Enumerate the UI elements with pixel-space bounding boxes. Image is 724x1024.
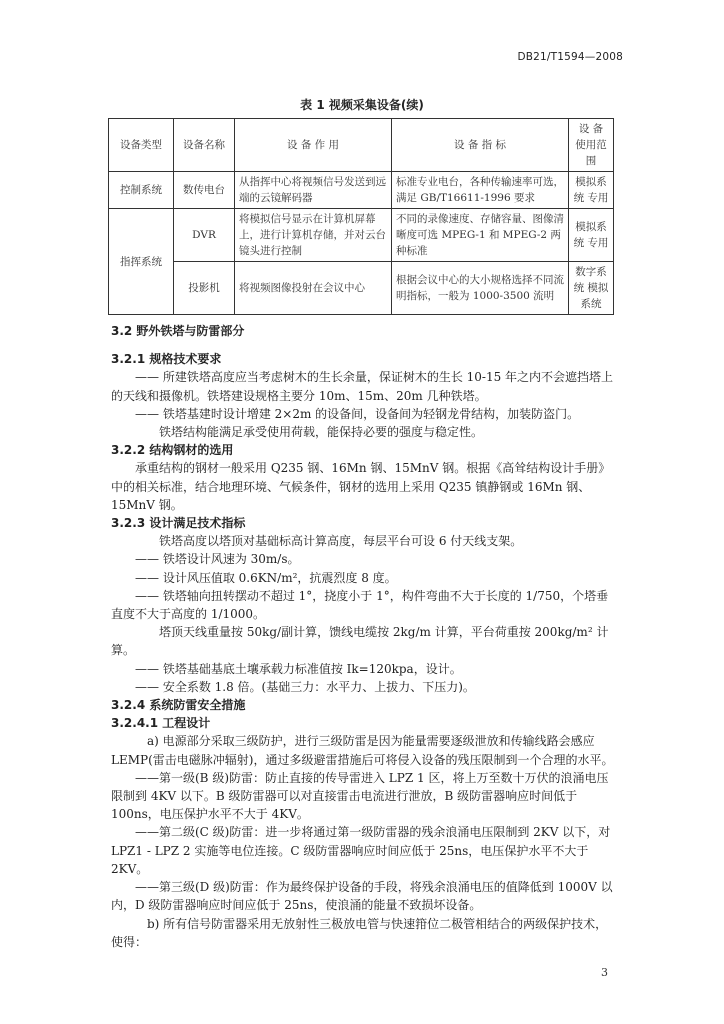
paragraph: —— 所建铁塔高度应当考虑树木的生长余量，保证树木的生长 10-15 年之内不会遮挡塔上的天线和摄像机。铁塔建设规格主要分 10m、15m、20m 几种铁塔。 (111, 370, 614, 403)
paragraph: 铁塔高度以塔顶对基础标高计算高度，每层平台可设 6 付天线支架。 (159, 534, 523, 549)
section-heading: 3.2 野外铁塔与防雷部分 (111, 324, 245, 338)
paragraph: ——第二级(C 级)防雷：进一步将通过第一级防雷器的残余浪涌电压限制到 2KV 以下，对 LPZ1 - LPZ 2 实施等电位连接。C 级防雷器响应时间应低于 25ns，电压保护水平不大于 2KV。 (111, 825, 611, 876)
cell-function: 将视频图像投射在会议中心 (235, 262, 392, 315)
table-header-cell: 设 备 指 标 (392, 119, 569, 172)
table-header-cell: 设 备 使用范围 (569, 119, 614, 172)
cell-scope: 模拟系统 专用 (569, 172, 614, 209)
paragraph: 塔顶天线重量按 50kg/副计算，馈线电缆按 2kg/m 计算，平台荷重按 200kg/m² 计算。 (111, 625, 609, 658)
table-header-row (109, 119, 614, 172)
paragraph: —— 铁塔基建时设计增建 2×2m 的设备间，设备间为轻钢龙骨结构，加装防盗门。 (135, 406, 580, 421)
cell-type: 指挥系统 (109, 209, 174, 315)
document-code: DB21/T1594—2008 (517, 51, 623, 63)
cell-name: DVR (174, 209, 235, 262)
equipment-table (108, 118, 614, 315)
cell-function: 将模拟信号显示在计算机屏幕上，进行计算机存储，并对云台镜头进行控制 (235, 209, 392, 262)
cell-type: 控制系统 (109, 172, 174, 209)
cell-scope: 数字系统 模拟系统 (569, 262, 614, 315)
section-heading: 3.2.1 规格技术要求 (111, 352, 222, 367)
cell-spec: 根据会议中心的大小规格选择不同流明指标，一般为 1000-3500 流明 (392, 262, 569, 315)
paragraph: 承重结构的钢材一般采用 Q235 钢、16Mn 钢、15MnV 钢。根据《高耸结构设计手册》中的相关标准，结合地理环境、气候条件，钢材的选用上采用 Q235 镇静钢或 16Mn 钢、15MnV 钢。 (111, 461, 611, 512)
section-heading: 3.2.4.1 工程设计 (111, 716, 211, 731)
cell-function: 从指挥中心将视频信号发送到远端的云镜解码器 (235, 172, 392, 209)
paragraph: —— 铁塔轴向扭转摆动不超过 1°，挠度小于 1°，构件弯曲不大于长度的 1/750，个塔垂直度不大于高度的 1/1000。 (111, 588, 609, 622)
table-title: 表 1 视频采集设备(续) (300, 98, 424, 112)
paragraph: —— 设计风压值取 0.6KN/m²，抗震烈度 8 度。 (135, 570, 397, 585)
paragraph: 铁塔结构能满足承受使用荷载，能保持必要的强度与稳定性。 (159, 425, 484, 440)
page-number: 3 (601, 966, 608, 979)
table-header-cell: 设备名称 (174, 119, 235, 172)
table-row (109, 209, 614, 262)
paragraph: ——第一级(B 级)防雷：防止直接的传导雷进入 LPZ 1 区，将上万至数十万伏的浪涌电压限制到 4KV 以下。B 级防雷器可以对直接雷击电流进行泄放，B 级防雷器响应时间低于 100ns，电压保护水平不大于 4KV。 (111, 770, 609, 822)
body-text (111, 322, 617, 951)
paragraph: —— 安全系数 1.8 倍。(基础三力：水平力、上拔力、下压力)。 (135, 679, 475, 694)
cell-spec: 标准专业电台，各种传输速率可选，满足 GB/T16611-1996 要求 (392, 172, 569, 209)
section-heading: 3.2.2 结构钢材的选用 (111, 443, 234, 458)
paragraph: a) 电源部分采取三级防护，进行三级防雷是因为能量需要逐级泄放和传输线路会感应 LEMP(雷击电磁脉冲辐射)，通过多级避雷措施后可将侵入设备的残压限制到一个合理的水平。 (111, 734, 614, 767)
cell-spec: 不同的录像速度、存储容量、图像清晰度可选 MPEG-1 和 MPEG-2 两种标准 (392, 209, 569, 262)
table-row (109, 172, 614, 209)
section-heading: 3.2.3 设计满足技术指标 (111, 516, 246, 531)
table-row (109, 262, 614, 315)
table-header-cell: 设备类型 (109, 119, 174, 172)
paragraph: —— 铁塔基础基底土壤承载力标准值按 Ik=120kpa，设计。 (135, 661, 462, 676)
cell-name: 投影机 (174, 262, 235, 315)
paragraph: ——第三级(D 级)防雷：作为最终保护设备的手段，将残余浪涌电压的值降低到 1000V 以内，D 级防雷器响应时间应低于 25ns，使浪涌的能量不致损坏设备。 (111, 880, 613, 913)
cell-name: 数传电台 (174, 172, 235, 209)
paragraph: —— 铁塔设计风速为 30m/s。 (135, 552, 300, 567)
cell-scope: 模拟系统 专用 (569, 209, 614, 262)
paragraph: b) 所有信号防雷器采用无放射性三极放电管与快速箝位二极管相结合的两级保护技术，使得： (111, 916, 608, 949)
section-heading: 3.2.4 系统防雷安全措施 (111, 698, 246, 713)
table-header-cell: 设 备 作 用 (235, 119, 392, 172)
